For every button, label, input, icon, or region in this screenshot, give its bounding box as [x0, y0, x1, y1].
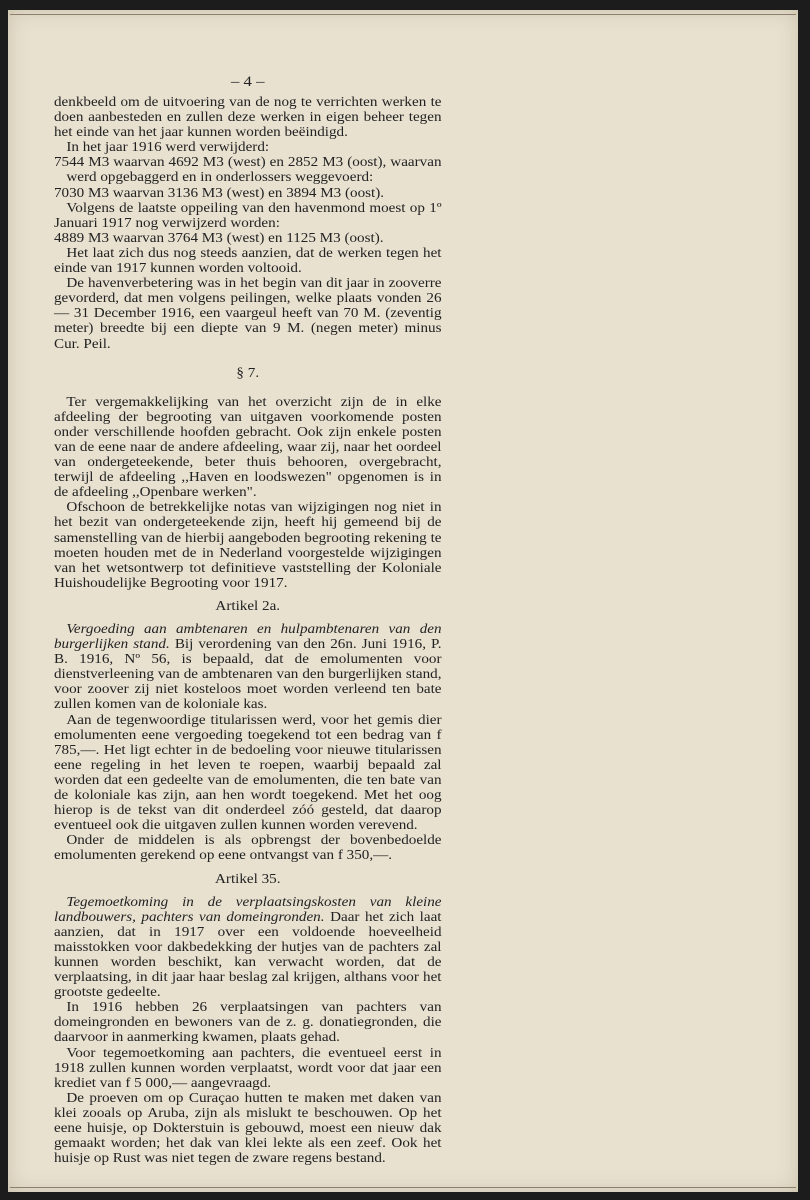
- italic-lead: Vergoeding aan ambtenaren en hulpambtenaren van den burgerlijken stand.: [54, 621, 442, 652]
- paragraph: Volgens de laatste oppeiling van den havenmond moest op 1º Januari 1917 nog verwijzerd worden:: [54, 199, 442, 230]
- paragraph: Ter vergemakkelijking van het overzicht zijn de in elke afdeeling der begrooting van uitgaven voorkomende posten onder verschillende hoofden gebracht. Ook zijn enkele posten van de eene naar de andere afdeeling, waar zij, naar het oordeel van ondergeteekende, beter thuis behooren, overgebracht, terwijl de afdeeling ,,Haven en loodswezen" opgenomen is in de afdeeling ,,Openbare werken".: [54, 393, 442, 500]
- section-heading: § 7.: [236, 364, 260, 380]
- section-7: [54, 365, 442, 590]
- paragraph: De proeven om op Curaçao hutten te maken met daken van klei zooals op Aruba, zijn als mislukt te beschouwen. Op het eene huisje, op Dokterstuin is gebouwd, moest een nieuw dak gemaakt worden; het dak van klei lekte als een zeef. Ook het huisje op Rust was niet tegen de zware regens bestand.: [54, 1089, 442, 1166]
- article-heading: Artikel 2a.: [215, 597, 281, 613]
- paragraph: 7544 M3 waarvan 4692 M3 (west) en 2852 M3 (oost), waarvan werd opgebaggerd en in onderlossers weggevoerd:: [54, 154, 442, 185]
- paragraph: Ofschoon de betrekkelijke notas van wijzigingen nog niet in het bezit van ondergeteekende zijn, heeft hij gemeend bij de samenstelling van de hierbij aangeboden begrooting rekening te moeten houden met de in Nederland voorgestelde wijzigingen van het wetsontwerp tot definitieve vaststelling der Koloniale Huishoudelijke Begrooting voor 1917.: [54, 499, 442, 590]
- document-page: [8, 10, 798, 1192]
- paragraph: In 1916 hebben 26 verplaatsingen van pachters van domeingronden en bewoners van de z. g. donatiegronden, die daarvoor in aanmerking kwamen, plaats gehad.: [54, 999, 442, 1045]
- page-number: – 4 –: [230, 74, 265, 90]
- article-2a: [54, 598, 442, 863]
- article-35: [54, 871, 442, 1166]
- paragraph: De havenverbetering was in het begin van dit jaar in zooverre gevorderd, dat men volgens peilingen, welke plaats vonden 26 — 31 December 1916, een vaargeul heeft van 70 M. (zeventig meter) breedte bij een diepte van 9 M. (negen meter) minus Cur. Peil.: [54, 275, 442, 351]
- paragraph: Aan de tegenwoordige titularissen werd, voor het gemis dier emolumenten eene vergoeding toegekend tot een bedrag van f 785,—. Het ligt echter in de bedoeling voor nieuwe titularissen eene regeling in het leven te roepen, waarbij bepaald zal worden dat een gedeelte van de emolumenten, die ten bate van de koloniale kas zijn, aan hen wordt toegekend. Met het oog hierop is de tekst van dit onderdeel zóó gesteld, dat daarop eventueel ook die uitgaven zullen kunnen worden verevend.: [54, 711, 442, 833]
- article-heading: Artikel 35.: [215, 870, 281, 886]
- intro-section: [54, 94, 442, 351]
- paragraph-text: Daar het zich laat aanzien, dat in 1917 over een voldoende hoeveelheid maisstokken voor dakbedekking der hutjes van de pachters zal kunnen worden beschikt, kan verwacht worden, dat de verplaatsing, in dit jaar haar beslag zal krijgen, althans voor het grootste gedeelte.: [54, 908, 442, 1000]
- paragraph: denkbeeld om de uitvoering van de nog te verrichten werken te doen aanbesteden en zullen deze werken in eigen beheer tegen het einde van het jaar kunnen worden beëindigd.: [54, 94, 442, 140]
- paragraph: In het jaar 1916 werd verwijderd:: [66, 139, 270, 155]
- page-text-column: [54, 72, 442, 1165]
- paragraph-text: Bij verordening van den 26n. Juni 1916, P. B. 1916, Nº 56, is bepaald, dat de emolumenten voor dienstverleening van de ambtenaren van den burgerlijken stand, voor zoover zij niet kosteloos moet worden verleend ten bate zullen komen van de koloniale kas.: [54, 636, 442, 712]
- paragraph: 7030 M3 waarvan 3136 M3 (west) en 3894 M3 (oost).: [54, 184, 385, 200]
- paragraph: Onder de middelen is als opbrengst der bovenbedoelde emolumenten gerekend op eene ontvangst van f 350,—.: [54, 832, 442, 863]
- paragraph: [54, 894, 442, 1000]
- top-border-line: [10, 14, 796, 15]
- paragraph: 4889 M3 waarvan 3764 M3 (west) en 1125 M3 (oost).: [54, 229, 384, 245]
- bottom-border-line: [10, 1187, 796, 1188]
- italic-lead: Tegemoetkoming in de verplaatsingskosten van kleine landbouwers, pachters van domeingronden.: [54, 893, 442, 924]
- paragraph: Het laat zich dus nog steeds aanzien, dat de werken tegen het einde van 1917 kunnen worden voltooid.: [54, 244, 442, 276]
- paragraph: Voor tegemoetkoming aan pachters, die eventueel eerst in 1918 zullen kunnen worden verplaatst, wordt voor dat jaar een krediet van f 5 000,— aangevraagd.: [54, 1044, 442, 1090]
- paragraph: [54, 621, 442, 712]
